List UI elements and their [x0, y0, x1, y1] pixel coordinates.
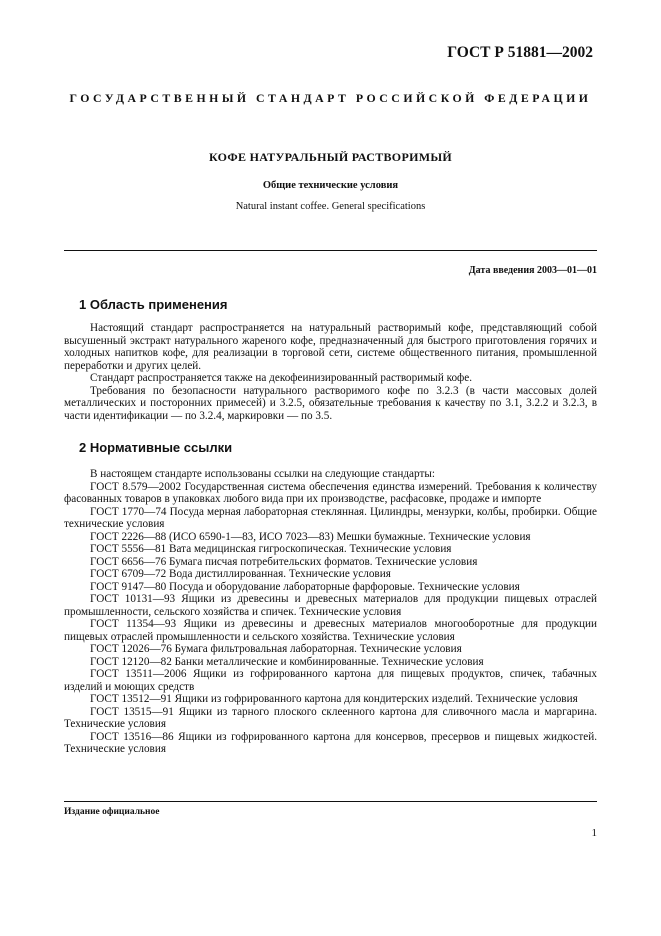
reference-item: ГОСТ 12026—76 Бумага фильтровальная лабораторная. Технические условия: [90, 643, 462, 655]
document-title: КОФЕ НАТУРАЛЬНЫЙ РАСТВОРИМЫЙ: [208, 150, 453, 164]
page-number: 1: [591, 827, 597, 839]
standard-type-banner: ГОСУДАРСТВЕННЫЙ СТАНДАРТ РОССИЙСКОЙ ФЕДЕРАЦИИ: [69, 91, 592, 105]
reference-item: ГОСТ 13516—86 Ящики из гофрированного картона для консервов, пресервов и пищевых жидкостей. Технические условия: [64, 730, 597, 755]
paragraph: В настоящем стандарте использованы ссылки на следующие стандарты:: [90, 468, 435, 480]
section-1-heading: 1 Область применения: [79, 297, 228, 312]
english-title: Natural instant coffee. General specifications: [235, 201, 426, 212]
reference-item: ГОСТ 9147—80 Посуда и оборудование лабораторные фарфоровые. Технические условия: [90, 580, 520, 593]
paragraph: Настоящий стандарт распространяется на натуральный растворимый кофе, представляющий собой высушенный экстракт натурального жареного кофе, предназначенный для быстрого приготовления горячих и холодных напитков кофе, для реализации в торговой сети, системе общественного питания, промышленной переработки и других целей.: [64, 322, 597, 372]
reference-item: ГОСТ 6656—76 Бумага писчая потребительских форматов. Технические условия: [90, 555, 478, 568]
section-1-body: [64, 322, 597, 422]
document-subtitle: Общие технические условия: [262, 180, 399, 191]
reference-item: ГОСТ 6709—72 Вода дистиллированная. Технические условия: [90, 568, 391, 580]
document-id: ГОСТ Р 51881—2002: [447, 44, 593, 61]
paragraph: Требования по безопасности натурального растворимого кофе по 3.2.3 (в части массовых долей металлических и посторонних примесей) и 3.2.5, обязательные требования к качеству по 3.1, 3.2.2 и 3.2.3, в части идентификации — по 3.2.4, маркировки — по 3.5.: [64, 384, 597, 422]
reference-item: ГОСТ 5556—81 Вата медицинская гигроскопическая. Технические условия: [90, 543, 452, 555]
reference-item: ГОСТ 2226—88 (ИСО 6590-1—83, ИСО 7023—83) Мешки бумажные. Технические условия: [90, 530, 531, 543]
title-divider: [64, 250, 597, 251]
footer-divider: [64, 801, 597, 802]
reference-item: ГОСТ 13512—91 Ящики из гофрированного картона для кондитерских изделий. Технические условия: [90, 693, 578, 705]
paragraph: Стандарт распространяется также на декофеинизированный растворимый кофе.: [90, 372, 473, 384]
reference-item: ГОСТ 13515—91 Ящики из тарного плоского склеенного картона для сливочного масла и маргарина. Технические условия: [64, 705, 597, 730]
section-2-heading: 2 Нормативные ссылки: [79, 440, 233, 455]
reference-item: ГОСТ 11354—93 Ящики из древесины и древесных материалов многооборотные для продукции пищевых отраслей промышленности и сельского хозяйства. Технические условия: [64, 618, 597, 643]
edition-label: Издание официальное: [64, 807, 160, 817]
reference-item: ГОСТ 13511—2006 Ящики из гофрированного картона для пищевых продуктов, спичек, табачных изделий и моющих средств: [64, 668, 597, 693]
introduction-date: Дата введения 2003—01—01: [468, 265, 597, 276]
reference-item: ГОСТ 10131—93 Ящики из древесины и древесных материалов для продукции пищевых отраслей промышленности, сельского хозяйства и спичек. Технические условия: [64, 593, 597, 618]
reference-item: ГОСТ 1770—74 Посуда мерная лабораторная стеклянная. Цилиндры, мензурки, колбы, пробирки. Общие технические условия: [64, 505, 597, 530]
reference-item: ГОСТ 12120—82 Банки металлические и комбинированные. Технические условия: [90, 655, 484, 668]
reference-item: ГОСТ 8.579—2002 Государственная система обеспечения единства измерений. Требования к количеству фасованных товаров в упаковках любого вида при их производстве, расфасовке, продаже и импорте: [64, 480, 597, 505]
section-2-body: [64, 468, 597, 756]
